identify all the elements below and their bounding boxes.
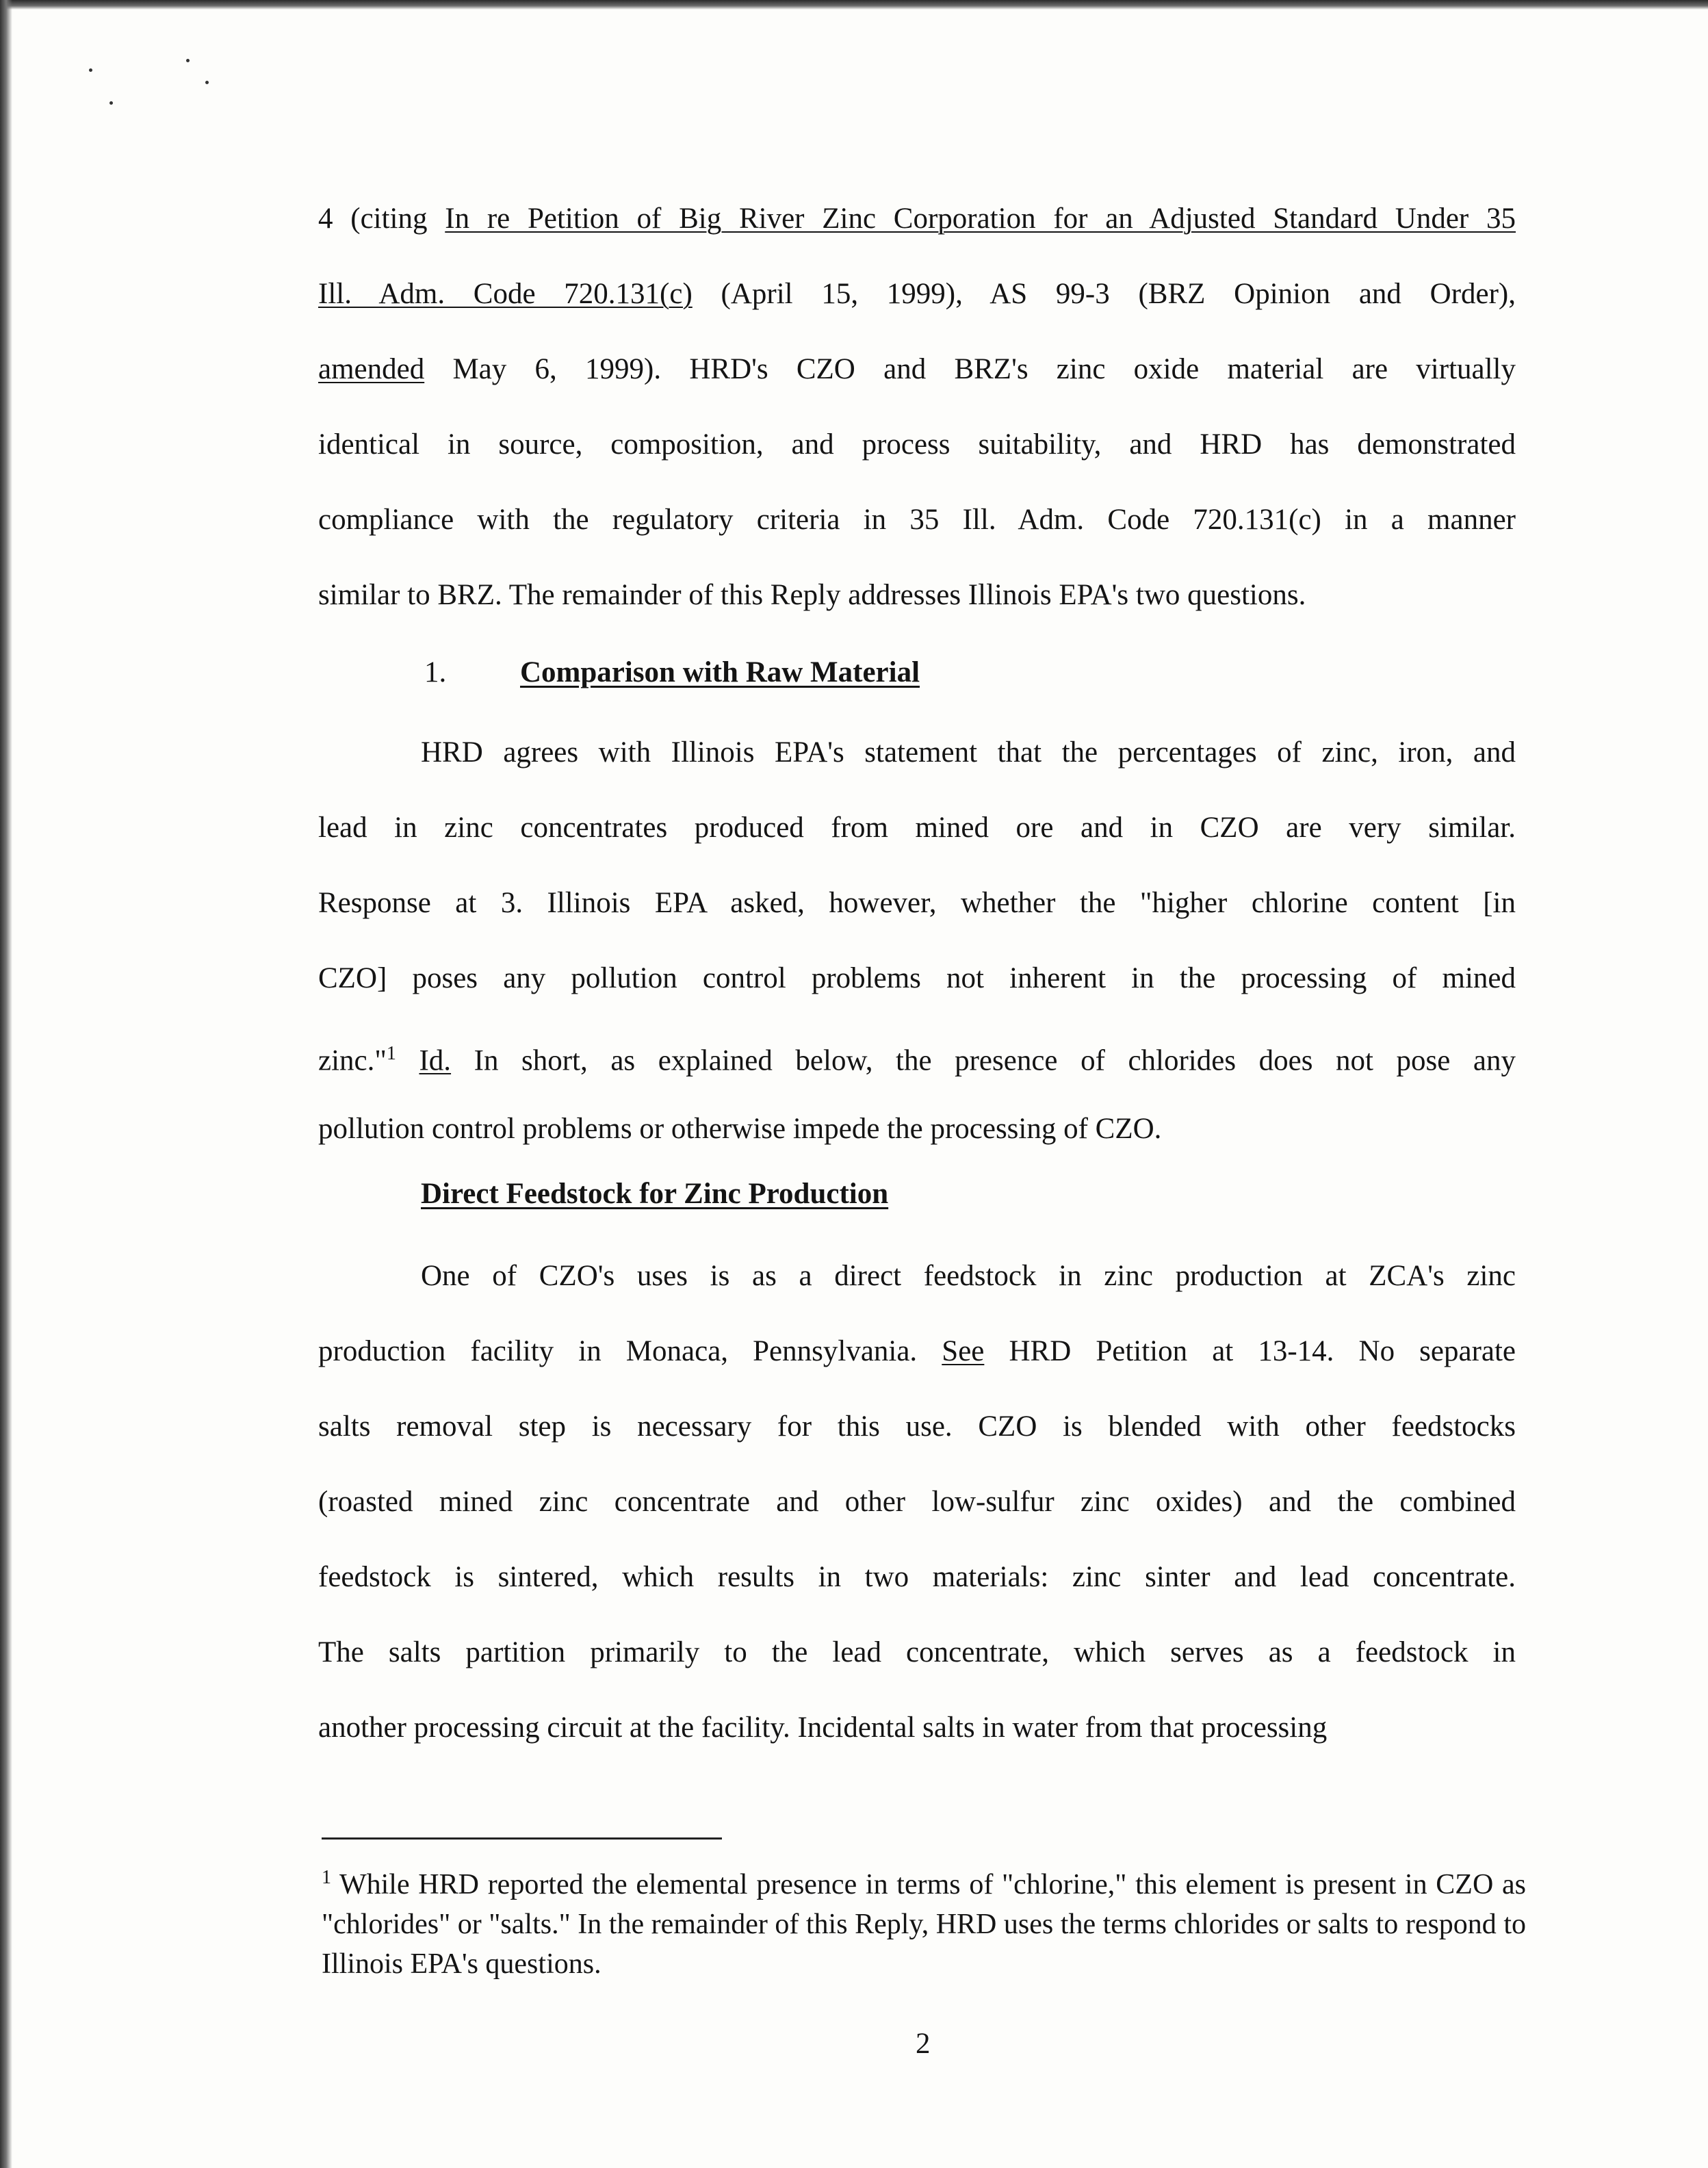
text-segment: May 6, 1999). HRD's CZO and BRZ's zinc oxide material are virtually xyxy=(424,353,1516,385)
scan-speck xyxy=(186,59,190,62)
section-number: 1. xyxy=(424,656,447,688)
footnote-rule xyxy=(322,1837,722,1840)
text-segment: HRD agrees with Illinois EPA's statement that the percentages of zinc, iron, and xyxy=(421,736,1516,769)
intro-paragraph xyxy=(318,181,1516,633)
text-segment: pollution control problems or otherwise impede the processing of CZO. xyxy=(318,1113,1162,1145)
text-segment: CZO] poses any pollution control problems not inherent in the processing of mined xyxy=(318,962,1516,994)
text-line xyxy=(318,181,1516,257)
text-segment: lead in zinc concentrates produced from mined ore and in CZO are very similar. xyxy=(318,812,1516,844)
text-line xyxy=(318,482,1516,558)
underlined-citation: Id. xyxy=(419,1044,452,1077)
underlined-citation: See xyxy=(942,1335,985,1367)
text-line xyxy=(318,558,1516,633)
text-segment: similar to BRZ. The remainder of this Reply addresses Illinois EPA's two questions. xyxy=(318,579,1306,611)
text-segment: One of CZO's uses is as a direct feedstock in zinc production at ZCA's zinc xyxy=(421,1260,1516,1292)
text-line xyxy=(318,941,1516,1016)
section2-paragraph xyxy=(318,1239,1516,1766)
text-segment: salts removal step is necessary for this use. CZO is blended with other feedstocks xyxy=(318,1410,1516,1443)
underlined-citation: In re Petition of Big River Zinc Corporation for an Adjusted Standard Under 35 xyxy=(445,203,1516,235)
text-line xyxy=(318,1389,1516,1464)
text-segment: HRD Petition at 13-14. No separate xyxy=(984,1335,1516,1367)
text-segment: The salts partition primarily to the lead concentrate, which serves as a feedstock in xyxy=(318,1636,1516,1668)
text-segment: zinc." xyxy=(318,1044,387,1077)
scan-edge-left xyxy=(0,0,12,2168)
text-line xyxy=(318,1314,1516,1389)
text-segment: another processing circuit at the facility. Incidental salts in water from that processing xyxy=(318,1712,1328,1744)
text-line xyxy=(318,407,1516,482)
text-line xyxy=(318,866,1516,941)
text-segment: feedstock is sintered, which results in two materials: zinc sinter and lead concentrate. xyxy=(318,1561,1516,1593)
text-segment: 4 (citing xyxy=(318,203,445,235)
text-segment: (April 15, 1999), AS 99-3 (BRZ Opinion and Order), xyxy=(692,278,1516,310)
text-segment: (roasted mined zinc concentrate and other low-sulfur zinc oxides) and the combined xyxy=(318,1486,1516,1518)
footnote-text: While HRD reported the elemental presence in terms of "chlorine," this element is present in CZO as "chlorides" or "salts." In the remainder of this Reply, HRD uses the terms chlorides or salts to respond to Illinois EPA's questions. xyxy=(322,1869,1526,1980)
text-line xyxy=(318,1690,1516,1766)
text-line xyxy=(318,1016,1516,1092)
text-line xyxy=(318,1092,1516,1167)
text-line xyxy=(318,1464,1516,1540)
text-segment: compliance with the regulatory criteria in 35 Ill. Adm. Code 720.131(c) in a manner xyxy=(318,504,1516,536)
text-segment: identical in source, composition, and process suitability, and HRD has demonstrated xyxy=(318,428,1516,461)
underlined-citation: amended xyxy=(318,353,425,385)
text-line xyxy=(318,1615,1516,1690)
text-line xyxy=(318,332,1516,407)
text-segment: production facility in Monaca, Pennsylvania. xyxy=(318,1335,942,1367)
section-heading: Comparison with Raw Material xyxy=(520,656,920,688)
scan-speck xyxy=(109,101,113,105)
text-line xyxy=(318,1239,1516,1314)
text-line xyxy=(318,257,1516,332)
footnote-marker: 1 xyxy=(322,1867,331,1888)
page-number: 2 xyxy=(916,2028,931,2060)
text-segment: In short, as explained below, the presence of chlorides does not pose any xyxy=(451,1044,1516,1077)
footnote xyxy=(322,1858,1526,1984)
section1-paragraph xyxy=(318,715,1516,1167)
footnote-reference: 1 xyxy=(386,1043,396,1064)
text-line xyxy=(318,1540,1516,1615)
scan-edge-top xyxy=(0,0,1708,10)
underlined-citation: Ill. Adm. Code 720.131(c) xyxy=(318,278,693,310)
scan-speck xyxy=(89,68,92,72)
text-line xyxy=(318,790,1516,866)
text-segment: Response at 3. Illinois EPA asked, however, whether the "higher chlorine content [in xyxy=(318,887,1516,919)
text-segment xyxy=(396,1044,419,1076)
scan-speck xyxy=(205,81,209,84)
subheading: Direct Feedstock for Zinc Production xyxy=(421,1178,889,1210)
text-line xyxy=(318,715,1516,790)
